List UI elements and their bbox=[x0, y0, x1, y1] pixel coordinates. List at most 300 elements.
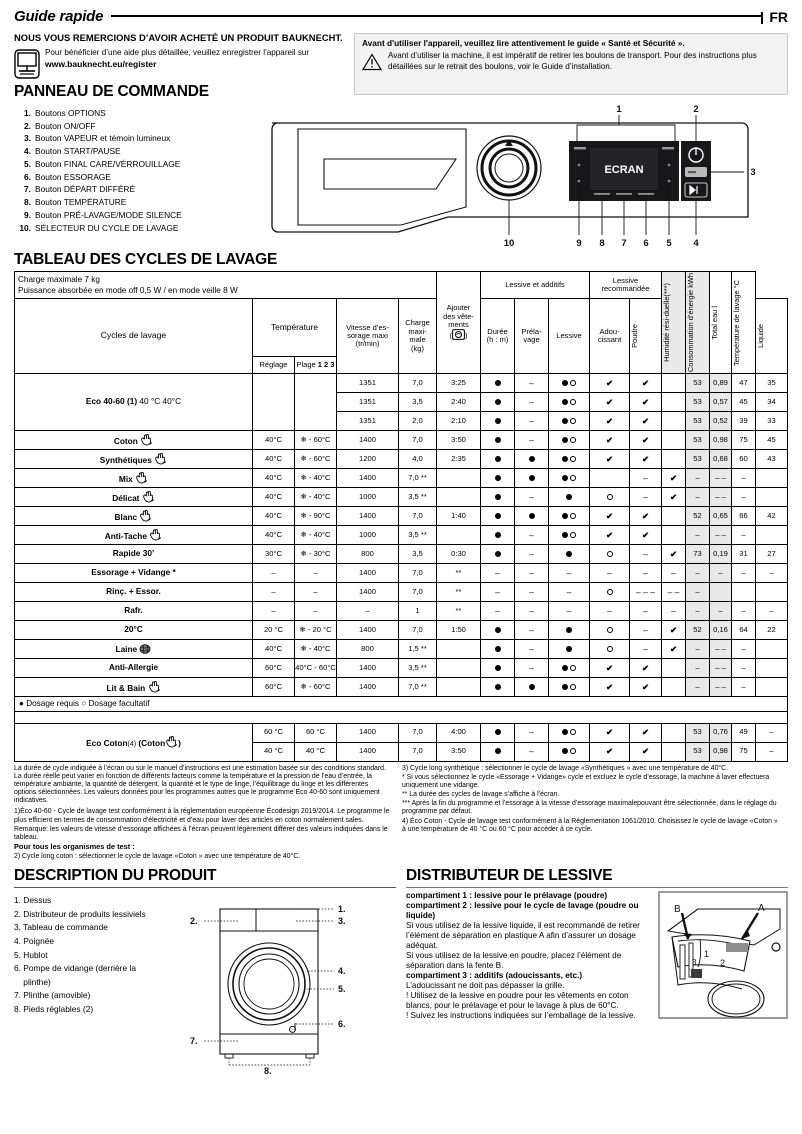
header-reglage: Réglage bbox=[253, 356, 295, 374]
header-poudre: Poudre bbox=[630, 299, 662, 374]
cell-liquide bbox=[662, 450, 686, 469]
cell-duree: ** bbox=[437, 602, 481, 621]
cell-liquide bbox=[662, 723, 686, 742]
cp-item-3 bbox=[14, 132, 264, 145]
table-topinfo-row bbox=[15, 272, 788, 299]
dispenser-p5: ! Suivez les instructions indiquées sur l’emballage de la lessive. bbox=[406, 1011, 636, 1021]
footnote-duration: La durée de cycle indiquée à l’écran ou sur le manuel d’instructions est une estimation basée sur des conditions standard. La durée réelle peut varier en fonction de différents facteurs comme la température et la pression de l’eau d’entrée, la température ambiante, la quantité de détergent, la quantité et le type de linge, l’équilibrage du linge et les différentes options sélectionnées. Les valeurs données pour les programmes autres que le programme Eco 40-60 sont uniquement indicatives. bbox=[14, 764, 386, 805]
control-panel-svg bbox=[264, 103, 784, 253]
cell-adoucissant: ✔ bbox=[590, 659, 630, 678]
cell-liquide: ✔ bbox=[662, 469, 686, 488]
callout-3: 3 bbox=[750, 166, 756, 178]
cell-temp: 45 bbox=[756, 431, 788, 450]
cell-temp: 35 bbox=[756, 374, 788, 393]
intro-section bbox=[14, 33, 788, 101]
header-consommation: Consommation d’énergie kWh bbox=[686, 272, 710, 374]
cell-temp bbox=[756, 469, 788, 488]
cell-plage: ❄ - 20 °C bbox=[295, 621, 337, 640]
cell-humidite: 53 bbox=[686, 450, 710, 469]
cell-lessive bbox=[549, 621, 590, 640]
cell-eau: – bbox=[732, 602, 756, 621]
cell-eau: 49 bbox=[732, 723, 756, 742]
cell-duree: 3:50 bbox=[437, 431, 481, 450]
cell-adoucissant: – bbox=[590, 602, 630, 621]
language-code: FR bbox=[769, 8, 788, 25]
cell-reglage: 60°C bbox=[253, 659, 295, 678]
cell-ajouter bbox=[481, 488, 515, 507]
cell-prelavage: – bbox=[515, 640, 549, 659]
cell-eau: 66 bbox=[732, 507, 756, 526]
cp-num: 5. bbox=[24, 158, 31, 169]
cell-eau: 31 bbox=[732, 545, 756, 564]
fig-label-6: 6. bbox=[338, 1019, 346, 1030]
monitor-icon bbox=[14, 49, 40, 79]
cell-vitesse: 1000 bbox=[337, 488, 399, 507]
cell-prelavage: – bbox=[515, 742, 549, 761]
cell-conso: 0,52 bbox=[710, 412, 732, 431]
cell-adoucissant: ✔ bbox=[590, 742, 630, 761]
cell-plage: ❄ - 40°C bbox=[295, 526, 337, 545]
register-row bbox=[14, 48, 344, 79]
cell-vitesse: 1400 bbox=[337, 431, 399, 450]
cp-item-4 bbox=[14, 145, 264, 158]
cp-item-2 bbox=[14, 120, 264, 133]
cell-reglage: 40°C bbox=[253, 431, 295, 450]
dispenser-block bbox=[406, 863, 788, 1066]
list-item: 3. Tableau de commande bbox=[14, 922, 108, 933]
cell-liquide: ✔ bbox=[662, 621, 686, 640]
cycle-name: Coton bbox=[15, 431, 253, 450]
callout-8: 8 bbox=[599, 237, 605, 249]
list-item: 5. Hublot bbox=[14, 949, 48, 960]
cell-duree: ** bbox=[437, 583, 481, 602]
footnotes-left bbox=[14, 765, 390, 862]
cell-temp: 22 bbox=[756, 621, 788, 640]
warning-text: Avant d’utiliser la machine, il est impératif de retirer les boulons de transport. Pour des instructions plus détaillées sur le retrait des boulons, voir le Guide d’installation. bbox=[388, 51, 757, 71]
cell-vitesse: 1351 bbox=[337, 412, 399, 431]
dispenser-p3: L’adoucissant ne doit pas dépasser la grille. bbox=[406, 981, 565, 991]
list-item: 1. Dessus bbox=[14, 895, 52, 906]
cell-ajouter bbox=[481, 450, 515, 469]
list-item: 7. Plinthe (amovible) bbox=[14, 990, 91, 1001]
cell-vitesse: 1400 bbox=[337, 742, 399, 761]
header-ajouter: Ajouter des vête- ments ( ) bbox=[437, 272, 481, 374]
cell-plage: 60 °C bbox=[295, 723, 337, 742]
cycle-name: Essorage + Vidange * bbox=[15, 564, 253, 583]
product-wrap bbox=[14, 891, 396, 1077]
cell-ajouter bbox=[481, 723, 515, 742]
cell-conso: 0,98 bbox=[710, 431, 732, 450]
cell-prelavage: – bbox=[515, 564, 549, 583]
cell-lessive bbox=[549, 488, 590, 507]
cp-num: 4. bbox=[24, 146, 31, 157]
dispenser-svg bbox=[658, 891, 788, 1019]
cell-plage: ❄ - 30°C bbox=[295, 545, 337, 564]
footnote-eco-coton: 4) Éco Coton - Cycle de lavage test conformément à la Réglementation 1061/2010. Choisissez le cycle de lavage «Coton » à une température de 40 °C ou 60 °C pour accéder à ce cycle. bbox=[402, 817, 778, 833]
cell-conso: – – bbox=[710, 640, 732, 659]
page-title: Guide rapide bbox=[14, 8, 104, 25]
footnote-test-heading: Pour tous les organismes de test : bbox=[14, 842, 135, 851]
cycles-table-title: TABLEAU DES CYCLES DE LAVAGE bbox=[14, 250, 278, 268]
cell-ajouter bbox=[481, 469, 515, 488]
cp-label: Bouton VAPEUR et témoin lumineux bbox=[35, 133, 171, 144]
cycle-name: Anti-Tache bbox=[15, 526, 253, 545]
cell-liquide bbox=[662, 374, 686, 393]
cell-eau: – bbox=[732, 526, 756, 545]
cell-ajouter: – bbox=[481, 602, 515, 621]
cell-prelavage bbox=[515, 469, 549, 488]
page-header bbox=[14, 0, 788, 26]
cell-reglage: 40 °C bbox=[253, 742, 295, 761]
cp-num: 3. bbox=[24, 133, 31, 144]
header-temp-lavage: Température de lavage °C bbox=[732, 272, 756, 374]
cell-plage: ❄ - 90°C bbox=[295, 507, 337, 526]
cell-temp bbox=[756, 488, 788, 507]
cp-label: Bouton FINAL CARE/VÉRROUILLAGE bbox=[35, 158, 181, 169]
cell-prelavage: – bbox=[515, 659, 549, 678]
cell-conso bbox=[710, 583, 732, 602]
table-row bbox=[15, 602, 788, 621]
cell-humidite: – bbox=[686, 526, 710, 545]
cell-vitesse: 1400 bbox=[337, 659, 399, 678]
cell-lessive bbox=[549, 742, 590, 761]
header-prelavage: Préla- vage bbox=[515, 299, 549, 374]
cell-charge: 7,0 bbox=[399, 431, 437, 450]
cycle-name: Délicat bbox=[15, 488, 253, 507]
dispenser-figure bbox=[658, 891, 788, 1022]
cell-conso: 0,16 bbox=[710, 621, 732, 640]
cell-charge: 3,5 ** bbox=[399, 526, 437, 545]
cell-ajouter bbox=[481, 640, 515, 659]
callout-5: 5 bbox=[666, 237, 672, 249]
cell-adoucissant: ✔ bbox=[590, 507, 630, 526]
cell-vitesse: 1400 bbox=[337, 723, 399, 742]
cell-eau: 75 bbox=[732, 431, 756, 450]
cp-label: Bouton START/PAUSE bbox=[35, 146, 121, 157]
cell-temp: – bbox=[756, 564, 788, 583]
cell-reglage: 30°C bbox=[253, 545, 295, 564]
cell-charge: 7,0 bbox=[399, 374, 437, 393]
cell-duree: ** bbox=[437, 564, 481, 583]
cell-lessive bbox=[549, 507, 590, 526]
cp-num: 10. bbox=[19, 222, 31, 233]
washer-figure bbox=[178, 891, 396, 1077]
cell-poudre: ✔ bbox=[630, 678, 662, 697]
cell-humidite: 53 bbox=[686, 431, 710, 450]
cell-prelavage: – bbox=[515, 412, 549, 431]
cell-adoucissant: – bbox=[590, 564, 630, 583]
cell-charge: 7,0 bbox=[399, 723, 437, 742]
power-text: Puissance absorbée en mode off 0,5 W / en mode veille 8 W bbox=[18, 286, 238, 296]
cell-eau: – bbox=[732, 678, 756, 697]
header-temperature: Température bbox=[253, 299, 337, 356]
dispenser-wrap bbox=[406, 891, 788, 1022]
header-total-eau: Total eau l bbox=[710, 272, 732, 374]
cell-adoucissant: ✔ bbox=[590, 723, 630, 742]
cp-label: Bouton DÉPART DIFFÉRÉ bbox=[35, 184, 136, 195]
spacer-row bbox=[15, 711, 788, 723]
fig-label-5: 5. bbox=[338, 984, 346, 995]
cell-conso: 0,19 bbox=[710, 545, 732, 564]
cell-plage: ❄ - 40°C bbox=[295, 640, 337, 659]
cell-poudre: ✔ bbox=[630, 659, 662, 678]
cp-item-5 bbox=[14, 158, 264, 171]
cp-num: 1. bbox=[24, 107, 31, 118]
cell-duree bbox=[437, 526, 481, 545]
cell-humidite: – bbox=[686, 488, 710, 507]
cell-poudre: – bbox=[630, 545, 662, 564]
cell-humidite: – bbox=[686, 602, 710, 621]
cell-charge: 3,5 ** bbox=[399, 659, 437, 678]
cell-lessive bbox=[549, 526, 590, 545]
cell-adoucissant: ✔ bbox=[590, 412, 630, 431]
fig-label-4: 4. bbox=[338, 966, 346, 977]
cell-conso: – – bbox=[710, 678, 732, 697]
cell-liquide bbox=[662, 526, 686, 545]
cell-charge: 7,0 bbox=[399, 507, 437, 526]
fig-label-1: 1. bbox=[338, 904, 346, 915]
cell-reglage: 40°C bbox=[253, 450, 295, 469]
cell-charge: 3,5 bbox=[399, 393, 437, 412]
cell-liquide bbox=[662, 659, 686, 678]
cell-charge: 2,0 bbox=[399, 412, 437, 431]
cell-charge: 7,0 bbox=[399, 742, 437, 761]
cell-humidite: – bbox=[686, 640, 710, 659]
cp-label: Bouton ESSORAGE bbox=[35, 171, 111, 182]
table-row bbox=[15, 488, 788, 507]
cp-item-9 bbox=[14, 209, 264, 222]
cell-eau bbox=[732, 583, 756, 602]
table-body-rows bbox=[15, 431, 788, 697]
cell-adoucissant bbox=[590, 545, 630, 564]
cell-eau: – bbox=[732, 659, 756, 678]
cell-conso: 0,98 bbox=[710, 742, 732, 761]
register-text: Pour bénéficier d’une aide plus détaillée, veuillez enregistrer l’appareil sur bbox=[45, 47, 310, 57]
cell-plage: ❄ - 60°C bbox=[295, 450, 337, 469]
cell-lessive: – bbox=[549, 602, 590, 621]
cell-ajouter: – bbox=[481, 583, 515, 602]
eco-coton-row bbox=[15, 723, 788, 742]
header-lessive-additifs: Lessive et additifs bbox=[481, 272, 590, 299]
cell-humidite: 53 bbox=[686, 412, 710, 431]
cell-adoucissant: ✔ bbox=[590, 526, 630, 545]
cell-reglage bbox=[253, 374, 295, 431]
cell-lessive bbox=[549, 393, 590, 412]
cell-eau: – bbox=[732, 564, 756, 583]
cell-humidite: 52 bbox=[686, 507, 710, 526]
compartment-1: compartiment 1 : lessive pour le prélavage (poudre) bbox=[406, 891, 608, 901]
cell-charge: 3,5 ** bbox=[399, 488, 437, 507]
cell-ajouter bbox=[481, 678, 515, 697]
cell-prelavage bbox=[515, 678, 549, 697]
cell-temp: – bbox=[756, 723, 788, 742]
add-garment-icon bbox=[452, 329, 465, 340]
product-description-block bbox=[14, 863, 396, 1077]
product-title: DESCRIPTION DU PRODUIT bbox=[14, 866, 217, 884]
header-lessive-reco: Lessive recommandée bbox=[590, 272, 662, 299]
footnote-3star: *** Après la fin du programme et l’essorage à la vitesse d’essorage maximalepouvant être sélectionnée, dans le réglage du programme par défaut. bbox=[402, 800, 777, 816]
cell-humidite: – bbox=[686, 659, 710, 678]
cell-liquide: ✔ bbox=[662, 488, 686, 507]
cell-liquide: – – bbox=[662, 583, 686, 602]
cell-charge: 4,0 bbox=[399, 450, 437, 469]
dosage-legend-row bbox=[15, 697, 788, 712]
cell-eau: – bbox=[732, 488, 756, 507]
cell-prelavage: – bbox=[515, 488, 549, 507]
cell-ajouter bbox=[481, 526, 515, 545]
cell-humidite: – bbox=[686, 678, 710, 697]
cell-poudre: – – – bbox=[630, 583, 662, 602]
cell-plage: ❄ - 40°C bbox=[295, 469, 337, 488]
cell-ajouter bbox=[481, 545, 515, 564]
cp-num: 6. bbox=[24, 171, 31, 182]
cell-conso: – – bbox=[710, 488, 732, 507]
cell-temp: – bbox=[756, 742, 788, 761]
cell-reglage: – bbox=[253, 564, 295, 583]
dispenser-label-B: B bbox=[674, 904, 681, 916]
callout-4: 4 bbox=[693, 237, 699, 249]
cell-plage: 40°C - 60°C bbox=[295, 659, 337, 678]
bottom-section bbox=[14, 863, 788, 1077]
cell-lessive bbox=[549, 412, 590, 431]
cp-item-10 bbox=[14, 222, 264, 235]
footnote-2star: ** La durée des cycles de lavage s’affiche à l’écran. bbox=[402, 791, 560, 799]
cell-temp bbox=[756, 678, 788, 697]
cell-prelavage: – bbox=[515, 583, 549, 602]
warning-triangle-icon bbox=[362, 53, 382, 71]
fig-label-8: 8. bbox=[264, 1066, 272, 1077]
cell-charge: 7,0 bbox=[399, 564, 437, 583]
list-item: 8. Pieds réglables (2) bbox=[14, 1004, 94, 1015]
cell-eau: – bbox=[732, 469, 756, 488]
cp-item-1 bbox=[14, 107, 264, 120]
list-item: plinthe) bbox=[14, 976, 51, 987]
header-adoucissant: Adou- cissant bbox=[590, 299, 630, 374]
cell-ajouter bbox=[481, 742, 515, 761]
callout-6: 6 bbox=[643, 237, 649, 249]
cell-reglage: – bbox=[253, 602, 295, 621]
fig-label-3: 3. bbox=[338, 916, 346, 927]
cell-liquide bbox=[662, 507, 686, 526]
callout-7: 7 bbox=[621, 237, 627, 249]
cell-plage: – bbox=[295, 602, 337, 621]
cell-conso: 0,57 bbox=[710, 393, 732, 412]
footnote-star: * Si vous sélectionnez le cycle «Essorage + Vidange» cycle et excluez le cycle d’essorage, la machine à laver effectuera uniquement une vidange. bbox=[402, 773, 770, 790]
dispenser-label-3: 3 bbox=[692, 958, 697, 968]
cycle-name: Anti-Allergie bbox=[15, 659, 253, 678]
cell-vitesse: 1400 bbox=[337, 564, 399, 583]
table-row bbox=[15, 583, 788, 602]
fig-label-7: 7. bbox=[190, 1036, 198, 1047]
header-liquide: Liquide bbox=[756, 299, 788, 374]
cell-reglage: 40°C bbox=[253, 469, 295, 488]
compartment-3: compartiment 3 : additifs (adoucissants, etc.) bbox=[406, 971, 583, 981]
cell-vitesse: 1200 bbox=[337, 450, 399, 469]
cell-lessive bbox=[549, 678, 590, 697]
cell-eau: 45 bbox=[732, 393, 756, 412]
cell-duree: 2:40 bbox=[437, 393, 481, 412]
cell-humidite: 53 bbox=[686, 393, 710, 412]
cell-charge: 7,0 ** bbox=[399, 678, 437, 697]
product-text bbox=[14, 891, 174, 1066]
cell-duree: 3:25 bbox=[437, 374, 481, 393]
register-url[interactable]: www.bauknecht.eu/register bbox=[45, 59, 157, 70]
cell-conso: – bbox=[710, 564, 732, 583]
cell-vitesse: – bbox=[337, 602, 399, 621]
dispenser-rule bbox=[406, 887, 788, 888]
cell-poudre: – bbox=[630, 488, 662, 507]
cell-poudre: ✔ bbox=[630, 431, 662, 450]
cp-item-7 bbox=[14, 183, 264, 196]
cell-humidite: 73 bbox=[686, 545, 710, 564]
cell-vitesse: 1400 bbox=[337, 469, 399, 488]
cp-num: 2. bbox=[24, 120, 31, 131]
cycle-name: Blanc bbox=[15, 507, 253, 526]
callout-10: 10 bbox=[503, 237, 515, 249]
cell-conso: – – bbox=[710, 469, 732, 488]
topinfo-cell bbox=[15, 272, 437, 299]
header-cycles: Cycles de lavage bbox=[15, 299, 253, 374]
max-load-text: Charge maximale 7 kg bbox=[18, 275, 100, 285]
cell-prelavage bbox=[515, 507, 549, 526]
cell-temp bbox=[756, 640, 788, 659]
cell-vitesse: 1400 bbox=[337, 507, 399, 526]
cell-conso: – – bbox=[710, 659, 732, 678]
cell-adoucissant: ✔ bbox=[590, 374, 630, 393]
cell-duree bbox=[437, 469, 481, 488]
cell-adoucissant bbox=[590, 488, 630, 507]
cell-vitesse: 800 bbox=[337, 545, 399, 564]
cell-poudre: ✔ bbox=[630, 526, 662, 545]
cell-poudre: – bbox=[630, 621, 662, 640]
cp-num: 9. bbox=[24, 209, 31, 220]
table-row bbox=[15, 526, 788, 545]
cell-temp: 42 bbox=[756, 507, 788, 526]
cell-liquide bbox=[662, 678, 686, 697]
cell-adoucissant: ✔ bbox=[590, 450, 630, 469]
dispenser-p1: Si vous utilisez de la lessive liquide, il est recommandé de retirer l’élément de séparation en plastique A afin d’assurer un dosage adéquat. bbox=[406, 921, 640, 951]
cell-ajouter bbox=[481, 374, 515, 393]
cell-temp: 33 bbox=[756, 412, 788, 431]
cell-liquide: ✔ bbox=[662, 640, 686, 659]
product-list bbox=[14, 894, 174, 1016]
cell-reglage: 60 °C bbox=[253, 723, 295, 742]
washer-svg bbox=[178, 891, 358, 1076]
cell-eau: 64 bbox=[732, 621, 756, 640]
cell-liquide bbox=[662, 412, 686, 431]
header-vitesse: Vitesse d’es- sorage maxi (tr/min) bbox=[337, 299, 399, 374]
footnote-coton-long: 2) Cycle long coton : sélectionner le cycle de lavage «Coton » avec une température de 40°C. bbox=[14, 852, 301, 860]
wash-cycles-table bbox=[14, 271, 788, 762]
cell-duree: 1:50 bbox=[437, 621, 481, 640]
cell-poudre: ✔ bbox=[630, 742, 662, 761]
safety-warning-box bbox=[354, 33, 788, 95]
dispenser-label-A: A bbox=[758, 903, 765, 915]
table-row bbox=[15, 374, 788, 393]
header-charge: Charge maxi- male (kg) bbox=[399, 299, 437, 374]
cp-item-6 bbox=[14, 171, 264, 184]
control-panel-section bbox=[14, 103, 788, 248]
cell-liquide bbox=[662, 393, 686, 412]
cell-ajouter bbox=[481, 412, 515, 431]
cell-adoucissant bbox=[590, 469, 630, 488]
cell-poudre: – bbox=[630, 602, 662, 621]
cell-charge: 7,0 ** bbox=[399, 469, 437, 488]
cell-reglage: 40°C bbox=[253, 526, 295, 545]
control-panel-diagram bbox=[264, 103, 788, 248]
cell-duree bbox=[437, 678, 481, 697]
header-duree: Durée (h : m) bbox=[481, 299, 515, 374]
